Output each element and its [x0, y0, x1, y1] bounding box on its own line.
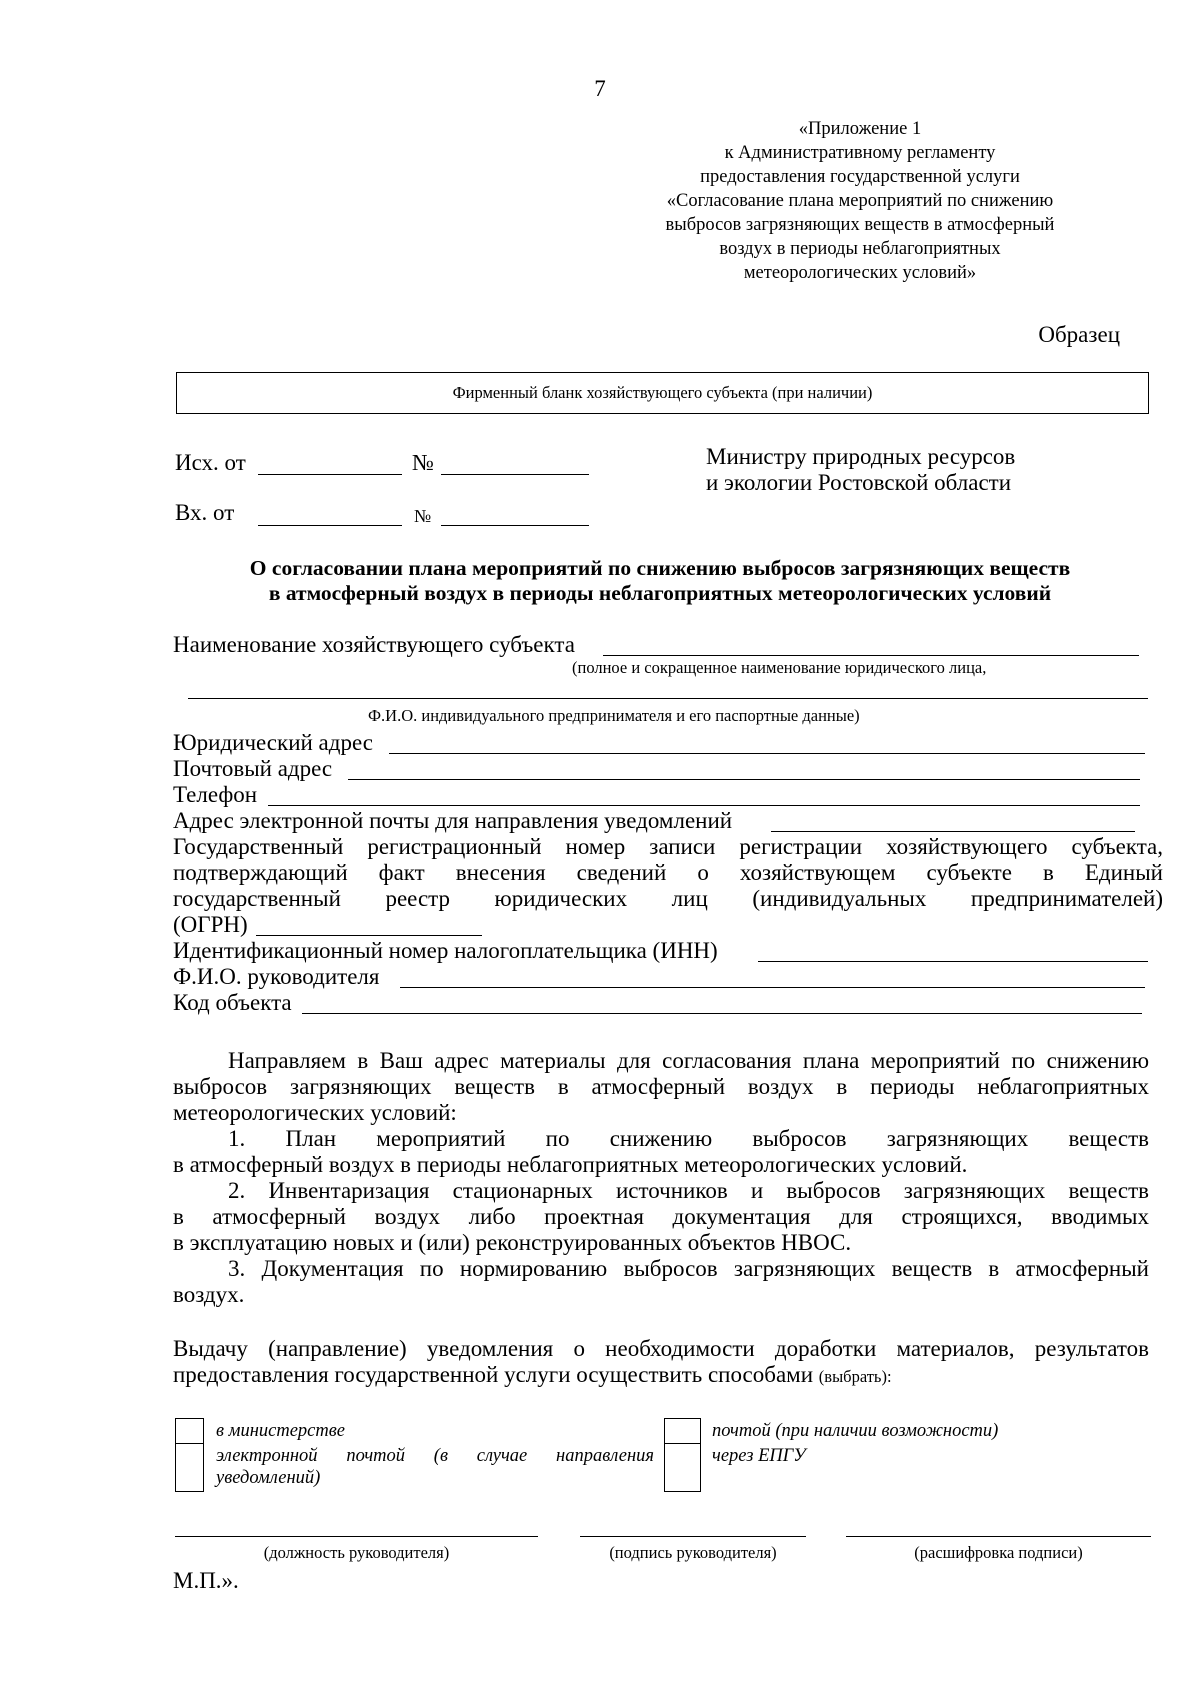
- delivery-line-main: предоставления государственной услуги осуществить способами: [173, 1362, 814, 1387]
- inn-label: Идентификационный номер налогоплательщика (ИНН): [173, 938, 718, 963]
- checkbox-mail[interactable]: [664, 1418, 701, 1444]
- appendix-line: выбросов загрязняющих веществ в атмосферный: [665, 215, 1055, 235]
- title-line: в атмосферный воздух в периоды неблагоприятных метеорологических условий: [268, 581, 1052, 605]
- body-item-2: [173, 1178, 1149, 1256]
- delivery-line: Выдачу (направление) уведомления о необходимости доработки материалов, результатов: [173, 1336, 1149, 1361]
- email-label: Адрес электронной почты для направления уведомлений: [173, 808, 733, 833]
- appendix-line: предоставления государственной услуги: [700, 167, 1020, 187]
- phone-field[interactable]: [268, 805, 1140, 806]
- body-line: 2. Инвентаризация стационарных источников и выбросов загрязняющих веществ: [228, 1178, 1149, 1203]
- letterhead-label: Фирменный бланк хозяйствующего субъекта (при наличии): [452, 383, 873, 402]
- signature-caption: (подпись руководителя): [609, 1543, 777, 1562]
- signature-field[interactable]: [580, 1536, 806, 1537]
- option-mail-label: почтой (при наличии возможности): [712, 1421, 999, 1441]
- outgoing-number-sign: №: [412, 450, 434, 475]
- addressee: [706, 444, 1015, 496]
- entity-name-label: Наименование хозяйствующего субъекта: [173, 632, 575, 657]
- appendix-line: воздух в периоды неблагоприятных: [719, 239, 1001, 259]
- body-intro: [173, 1048, 1149, 1126]
- incoming-number-sign: №: [414, 506, 432, 526]
- ogrn-label: (ОГРН): [173, 912, 248, 937]
- legal-address-field[interactable]: [389, 753, 1145, 754]
- legal-address-label: Юридический адрес: [173, 730, 373, 755]
- checkbox-epgu[interactable]: [664, 1443, 701, 1492]
- option-email-label: [216, 1445, 654, 1489]
- appendix-line: метеорологических условий»: [743, 263, 977, 283]
- postal-address-label: Почтовый адрес: [173, 756, 333, 781]
- outgoing-number-field[interactable]: [441, 474, 589, 475]
- entity-name-hint: (полное и сокращенное наименование юридического лица,: [572, 658, 987, 677]
- body-line: выбросов загрязняющих веществ в атмосферный воздух в периоды неблагоприятных: [173, 1074, 1149, 1099]
- decoding-field[interactable]: [846, 1536, 1151, 1537]
- body-line: в атмосферный воздух либо проектная документация для строящихся, вводимых: [173, 1204, 1149, 1229]
- head-name-label: Ф.И.О. руководителя: [173, 964, 380, 989]
- position-field[interactable]: [175, 1536, 538, 1537]
- body-line: метеорологических условий:: [173, 1100, 457, 1125]
- incoming-label: Вх. от: [175, 500, 235, 525]
- incoming-number-field[interactable]: [441, 525, 589, 526]
- option-ministry-label: в министерстве: [216, 1421, 345, 1441]
- checkbox-ministry[interactable]: [175, 1418, 204, 1444]
- ogrn-line: государственный реестр юридических лиц (индивидуальных предпринимателей): [173, 886, 1163, 911]
- document-title: [140, 556, 1180, 606]
- postal-address-field[interactable]: [348, 779, 1140, 780]
- body-line: в атмосферный воздух в периоды неблагоприятных метеорологических условий.: [173, 1152, 968, 1177]
- option-epgu-label: через ЕПГУ: [712, 1446, 806, 1466]
- checkbox-email[interactable]: [175, 1443, 204, 1492]
- ogrn-line: Государственный регистрационный номер записи регистрации хозяйствующего субъекта,: [173, 834, 1163, 859]
- option-email-line: электронной почтой (в случае направления: [216, 1446, 654, 1466]
- body-line: воздух.: [173, 1282, 245, 1307]
- delivery-line-note: (выбрать):: [818, 1367, 892, 1386]
- object-code-label: Код объекта: [173, 990, 292, 1015]
- letterhead-box: [176, 372, 1149, 414]
- sample-label: Образец: [1038, 322, 1120, 347]
- decoding-caption: (расшифровка подписи): [914, 1543, 1083, 1562]
- appendix-line: к Административному регламенту: [724, 143, 996, 163]
- entity-name-field-2[interactable]: [188, 698, 1148, 699]
- body-line: в эксплуатацию новых и (или) реконструированных объектов НВОС.: [173, 1230, 852, 1255]
- addressee-line: и экологии Ростовской области: [706, 470, 1012, 495]
- title-line: О согласовании плана мероприятий по снижению выбросов загрязняющих веществ: [249, 556, 1071, 580]
- outgoing-date-field[interactable]: [258, 474, 402, 475]
- object-code-field[interactable]: [302, 1013, 542, 1014]
- outgoing-label: Исх. от: [175, 450, 246, 475]
- appendix-line: «Согласование плана мероприятий по снижению: [666, 191, 1054, 211]
- ogrn-line: подтверждающий факт внесения сведений о хозяйствующем субъекте в Единый: [173, 860, 1163, 885]
- appendix-header: [600, 117, 1120, 285]
- position-caption: (должность руководителя): [263, 1543, 450, 1562]
- body-line: 1. План мероприятий по снижению выбросов загрязняющих веществ: [228, 1126, 1149, 1151]
- inn-field[interactable]: [758, 961, 1148, 962]
- stamp-label: М.П.».: [173, 1568, 239, 1593]
- delivery-text: [173, 1336, 1149, 1388]
- body-item-3: [173, 1256, 1149, 1308]
- email-field[interactable]: [771, 831, 1135, 832]
- body-line: 3. Документация по нормированию выбросов загрязняющих веществ в атмосферный: [228, 1256, 1149, 1281]
- page-number: 7: [594, 76, 606, 101]
- delivery-line: [173, 1362, 1149, 1388]
- entity-name-field[interactable]: [603, 655, 1139, 656]
- body-line: Направляем в Ваш адрес материалы для согласования плана мероприятий по снижению: [228, 1048, 1149, 1073]
- object-code-field-ext[interactable]: [542, 1013, 1142, 1014]
- ogrn-description: [173, 834, 1163, 912]
- appendix-line: «Приложение 1: [798, 119, 922, 139]
- phone-label: Телефон: [173, 782, 258, 807]
- head-name-field[interactable]: [400, 987, 1145, 988]
- ogrn-field[interactable]: [256, 935, 482, 936]
- body-item-1: [173, 1126, 1149, 1178]
- addressee-line: Министру природных ресурсов: [706, 444, 1016, 469]
- incoming-date-field[interactable]: [258, 525, 402, 526]
- entity-name-hint: Ф.И.О. индивидуального предпринимателя и его паспортные данные): [368, 706, 860, 725]
- option-email-line: уведомлений): [216, 1468, 321, 1488]
